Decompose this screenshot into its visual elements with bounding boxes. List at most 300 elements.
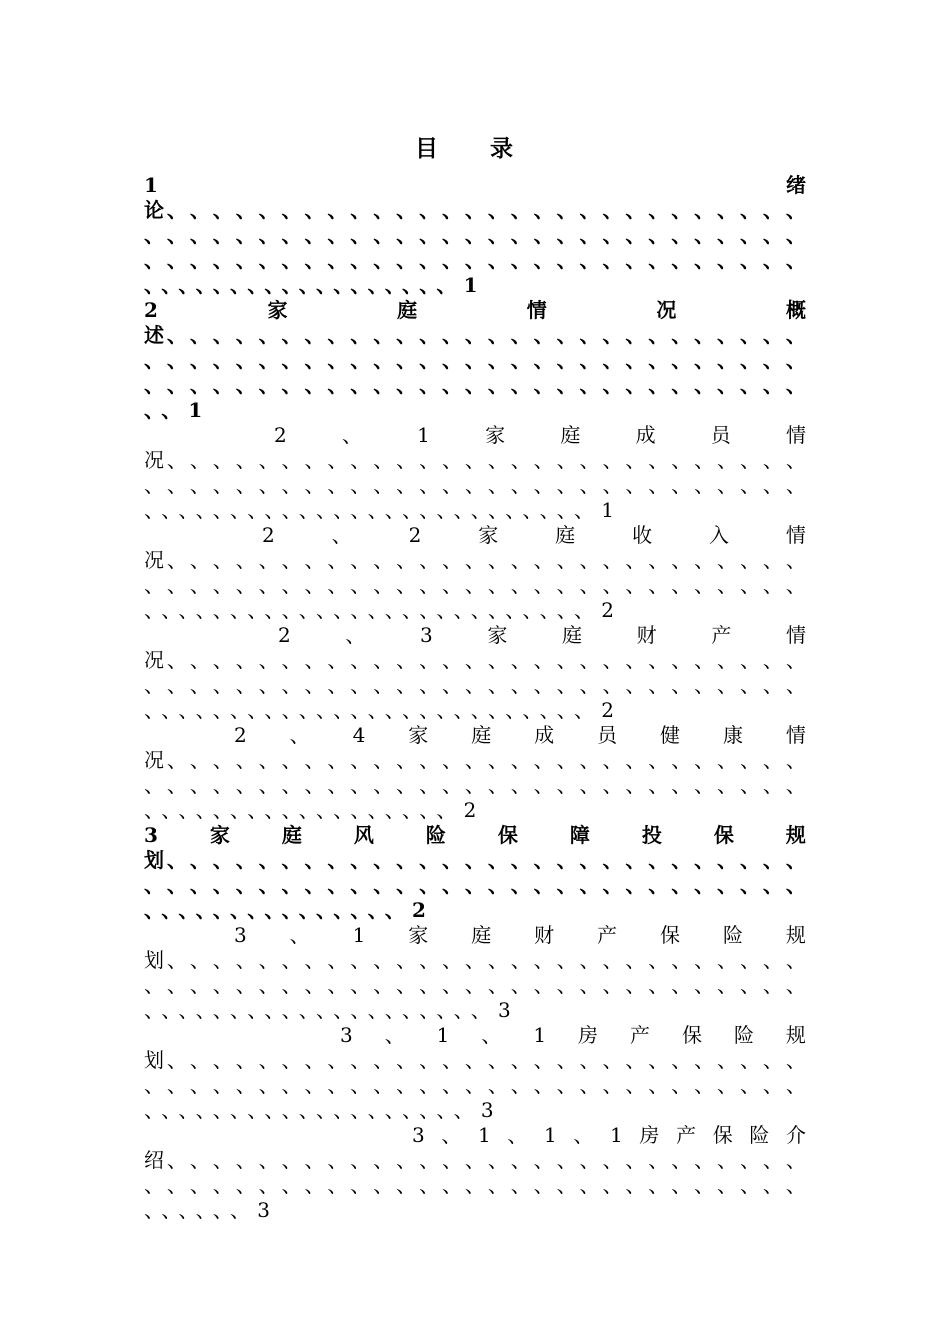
toc-entry-heading-char: 1 [352, 923, 366, 947]
leader-dot: 、 [327, 348, 348, 372]
toc-entry-heading-char: 况 [656, 298, 677, 322]
toc-entry-heading-line [144, 423, 806, 448]
leader-dot: 、 [648, 773, 669, 797]
toc-entry-page-number: 3 [257, 1198, 270, 1222]
leader-dot: 、 [579, 323, 600, 347]
toc-entry-heading-char: 风 [353, 823, 374, 847]
leader-dot: 、 [419, 848, 440, 872]
leader-dot: 、 [717, 248, 738, 272]
leader-dot: 、 [487, 548, 508, 572]
leader-dot: 、 [396, 848, 417, 872]
toc-entry-leader-line [144, 1048, 806, 1073]
leader-dot: 、 [166, 873, 187, 897]
leader-dot: 、 [762, 223, 783, 247]
leader-dot: 、 [441, 573, 462, 597]
leader-dot: 、 [510, 573, 531, 597]
leader-dot: 、 [694, 1073, 715, 1097]
leader-dot: 、 [625, 973, 646, 997]
toc-entry-heading-char: 4 [352, 723, 366, 747]
leader-dot: 、 [694, 1148, 715, 1172]
leader-dot: 、 [464, 848, 485, 872]
leader-dot: 、 [762, 673, 783, 697]
leader-dot: 、 [419, 1148, 440, 1172]
toc-entry-page-line [144, 498, 806, 523]
leader-dot: 、 [602, 1173, 623, 1197]
leader-dot: 、 [625, 1048, 646, 1072]
leader-dots: 、、、、、、、、、、、、、、、 [144, 898, 412, 922]
leader-dot: 、 [762, 648, 783, 672]
leader-dot: 、 [441, 548, 462, 572]
toc-entry-heading-char: 产 [597, 923, 618, 947]
toc-entry-heading-char: 述 [144, 323, 164, 347]
leader-dot: 、 [487, 873, 508, 897]
toc-entry[interactable] [144, 723, 806, 823]
leader-dot: 、 [579, 573, 600, 597]
leader-dot: 、 [373, 973, 394, 997]
toc-entry-heading-char: 1 [417, 423, 430, 447]
leader-dot: 、 [487, 948, 508, 972]
leader-dot: 、 [510, 648, 531, 672]
toc-entry-leader-line [144, 473, 806, 498]
leader-dot: 、 [441, 773, 462, 797]
leader-dot: 、 [235, 648, 256, 672]
leader-dot: 、 [694, 248, 715, 272]
toc-entry[interactable] [144, 298, 806, 423]
leader-dot: 、 [510, 223, 531, 247]
leader-dots: 、、、、、、、、、、、、、、、、、、 [144, 798, 464, 822]
leader-dot: 、 [304, 248, 325, 272]
toc-entry-heading-char: 产 [676, 1123, 697, 1147]
leader-dot: 、 [533, 773, 554, 797]
leader-dot: 、 [166, 248, 187, 272]
leader-dot: 、 [487, 748, 508, 772]
leader-dot: 、 [625, 198, 646, 222]
leader-dot: 、 [396, 323, 417, 347]
leader-dot: 、 [739, 198, 760, 222]
leader-dot: 、 [533, 248, 554, 272]
leader-dot: 、 [648, 648, 669, 672]
leader-dot: 、 [510, 873, 531, 897]
leader-dot: 、 [579, 673, 600, 697]
leader-dot: 、 [304, 748, 325, 772]
toc-entry-heading-char: 家 [408, 723, 429, 747]
leader-dot: 、 [212, 448, 233, 472]
toc-entry[interactable] [144, 423, 806, 523]
toc-entry[interactable] [144, 523, 806, 623]
leader-dot: 、 [510, 373, 531, 397]
leader-dot: 、 [785, 948, 806, 972]
leader-dot: 、 [258, 1173, 279, 1197]
leader-dot: 、 [602, 1073, 623, 1097]
toc-entry-heading-char: 、 [481, 1023, 502, 1047]
leader-dot: 、 [739, 373, 760, 397]
leader-dot: 、 [396, 948, 417, 972]
leader-dot: 、 [533, 473, 554, 497]
leader-dot: 、 [189, 1173, 210, 1197]
leader-dot: 、 [579, 973, 600, 997]
leader-dot: 、 [487, 1048, 508, 1072]
leader-dot: 、 [648, 973, 669, 997]
leader-dot: 、 [487, 248, 508, 272]
toc-entry-heading-char: 3 [412, 1123, 425, 1147]
leader-dot: 、 [487, 773, 508, 797]
leader-dot: 、 [166, 473, 187, 497]
leader-dot: 、 [694, 748, 715, 772]
leader-dot: 、 [258, 773, 279, 797]
leader-dot: 、 [419, 648, 440, 672]
toc-entry-heading-char: 划 [144, 948, 164, 972]
leader-dot: 、 [556, 448, 577, 472]
leader-dot: 、 [212, 248, 233, 272]
leader-dot: 、 [464, 373, 485, 397]
toc-entry-heading-char: 保 [660, 923, 681, 947]
leader-dot: 、 [396, 248, 417, 272]
leader-dot: 、 [212, 1148, 233, 1172]
leader-dot: 、 [419, 673, 440, 697]
toc-entry-leader-line [144, 1073, 806, 1098]
leader-dot: 、 [648, 948, 669, 972]
leader-dot: 、 [258, 1048, 279, 1072]
leader-dot: 、 [419, 348, 440, 372]
leader-dot: 、 [166, 348, 187, 372]
leader-dot: 、 [464, 223, 485, 247]
leader-dot: 、 [694, 873, 715, 897]
leader-dot: 、 [396, 573, 417, 597]
leader-dot: 、 [212, 948, 233, 972]
leader-dot: 、 [464, 473, 485, 497]
leader-dot: 、 [717, 1148, 738, 1172]
leader-dot: 、 [373, 873, 394, 897]
leader-dot: 、 [602, 348, 623, 372]
leader-dot: 、 [762, 373, 783, 397]
leader-dot: 、 [304, 848, 325, 872]
leader-dot: 、 [281, 248, 302, 272]
toc-entry-page-number: 3 [480, 1098, 494, 1122]
leader-dot: 、 [373, 773, 394, 797]
toc-entry[interactable] [144, 623, 806, 723]
leader-dot: 、 [327, 448, 348, 472]
leader-dot: 、 [717, 448, 738, 472]
leader-dot: 、 [717, 1173, 738, 1197]
leader-dot: 、 [350, 948, 371, 972]
leader-dot: 、 [556, 473, 577, 497]
toc-entry-leader-line [144, 673, 806, 698]
leader-dot: 、 [189, 973, 210, 997]
leader-dot: 、 [556, 1148, 577, 1172]
leader-dot: 、 [258, 1148, 279, 1172]
leader-dot: 、 [785, 873, 806, 897]
leader-dot: 、 [327, 773, 348, 797]
leader-dot: 、 [556, 973, 577, 997]
leader-dot: 、 [212, 748, 233, 772]
leader-dot: 、 [258, 548, 279, 572]
leader-dot: 、 [602, 373, 623, 397]
leader-dot: 、 [717, 848, 738, 872]
leader-dot: 、 [258, 1073, 279, 1097]
leader-dot: 、 [579, 1073, 600, 1097]
toc-entry-heading-char: 险 [749, 1123, 770, 1147]
toc-entry-heading-char: 房 [578, 1023, 599, 1047]
toc-entry-heading-char: 2 [278, 623, 291, 647]
leader-dot: 、 [166, 748, 187, 772]
leader-dot: 、 [166, 973, 187, 997]
leader-dot: 、 [281, 873, 302, 897]
leader-dot: 、 [235, 848, 256, 872]
leader-dot: 、 [212, 1048, 233, 1072]
leader-dot: 、 [648, 248, 669, 272]
leader-dot: 、 [350, 1148, 371, 1172]
leader-dot: 、 [441, 448, 462, 472]
leader-dots: 、、、、、、 [144, 1198, 258, 1222]
leader-dot: 、 [533, 873, 554, 897]
leader-dot: 、 [556, 948, 577, 972]
toc-entry-leader-line [144, 348, 806, 373]
toc-entry[interactable] [144, 173, 806, 298]
leader-dot: 、 [189, 223, 210, 247]
toc-entry-heading-char: 1 [533, 1023, 547, 1047]
toc-entry-heading-char: 2 [234, 723, 247, 747]
leader-dot: 、 [648, 1048, 669, 1072]
leader-dot: 、 [648, 748, 669, 772]
leader-dot: 、 [579, 848, 600, 872]
leader-dot: 、 [441, 323, 462, 347]
toc-entry-heading-char: 2 [262, 523, 275, 547]
leader-dot: 、 [717, 223, 738, 247]
leader-dot: 、 [373, 573, 394, 597]
leader-dot: 、 [373, 648, 394, 672]
toc-entry-heading-char: 情 [785, 523, 806, 547]
leader-dot: 、 [464, 773, 485, 797]
leader-dot: 、 [373, 1073, 394, 1097]
leader-dot: 、 [464, 1048, 485, 1072]
leader-dot: 、 [625, 673, 646, 697]
leader-dot: 、 [258, 673, 279, 697]
leader-dot: 、 [648, 223, 669, 247]
toc-entry-heading-char: 、 [289, 723, 310, 747]
toc-entry-heading-char: 情 [786, 423, 806, 447]
leader-dot: 、 [189, 773, 210, 797]
leader-dot: 、 [694, 548, 715, 572]
leader-dot: 、 [510, 248, 531, 272]
leader-dot: 、 [510, 1148, 531, 1172]
leader-dot: 、 [464, 948, 485, 972]
leader-dot: 、 [304, 348, 325, 372]
leader-dot: 、 [327, 248, 348, 272]
leader-dot: 、 [762, 448, 783, 472]
leader-dot: 、 [556, 748, 577, 772]
leader-dot: 、 [648, 448, 669, 472]
leader-dot: 、 [373, 848, 394, 872]
leader-dot: 、 [281, 548, 302, 572]
leader-dot: 、 [396, 873, 417, 897]
toc-entry-heading-char: 财 [534, 923, 555, 947]
leader-dots: 、、、、、、、、、、、、、、、、、、、、 [144, 998, 498, 1022]
leader-dot: 、 [396, 548, 417, 572]
leader-dot: 、 [785, 198, 806, 222]
leader-dot: 、 [373, 198, 394, 222]
toc-entry-heading-char: 3 [340, 1023, 353, 1047]
toc-entry-page-line [144, 273, 806, 298]
leader-dot: 、 [235, 673, 256, 697]
toc-entry-heading-char: 绪 [786, 173, 806, 197]
leader-dot: 、 [785, 548, 806, 572]
leader-dot: 、 [671, 1148, 692, 1172]
leader-dot: 、 [694, 473, 715, 497]
leader-dot: 、 [625, 573, 646, 597]
toc-entry[interactable] [144, 1123, 806, 1223]
leader-dot: 、 [304, 548, 325, 572]
leader-dot: 、 [510, 773, 531, 797]
leader-dot: 、 [464, 748, 485, 772]
leader-dot: 、 [189, 1148, 210, 1172]
toc-entry[interactable] [144, 1023, 806, 1123]
leader-dot: 、 [464, 1148, 485, 1172]
leader-dot: 、 [648, 873, 669, 897]
leader-dot: 、 [556, 323, 577, 347]
leader-dot: 、 [212, 348, 233, 372]
leader-dot: 、 [350, 773, 371, 797]
leader-dot: 、 [327, 848, 348, 872]
leader-dot: 、 [304, 198, 325, 222]
toc-entry-heading-char: 情 [785, 723, 806, 747]
leader-dot: 、 [235, 448, 256, 472]
leader-dot: 、 [189, 948, 210, 972]
leader-dot: 、 [235, 1048, 256, 1072]
leader-dot: 、 [694, 348, 715, 372]
leader-dot: 、 [327, 648, 348, 672]
leader-dot: 、 [785, 973, 806, 997]
toc-entry[interactable] [144, 923, 806, 1023]
leader-dot: 、 [556, 873, 577, 897]
leader-dot: 、 [258, 748, 279, 772]
leader-dot: 、 [739, 1148, 760, 1172]
toc-entry-heading-char: 、 [289, 923, 310, 947]
leader-dot: 、 [625, 948, 646, 972]
leader-dot: 、 [350, 673, 371, 697]
leader-dot: 、 [579, 1048, 600, 1072]
leader-dot: 、 [602, 548, 623, 572]
leader-dot: 、 [739, 573, 760, 597]
leader-dot: 、 [235, 223, 256, 247]
leader-dot: 、 [739, 323, 760, 347]
leader-dot: 、 [487, 323, 508, 347]
leader-dot: 、 [671, 373, 692, 397]
leader-dot: 、 [602, 1048, 623, 1072]
leader-dot: 、 [396, 223, 417, 247]
leader-dot: 、 [189, 848, 210, 872]
leader-dot: 、 [671, 873, 692, 897]
leader-dot: 、 [717, 1073, 738, 1097]
leader-dot: 、 [235, 1173, 256, 1197]
leader-dot: 、 [419, 548, 440, 572]
toc-entry-heading-char: 庭 [397, 298, 418, 322]
leader-dot: 、 [579, 1173, 600, 1197]
leader-dot: 、 [258, 473, 279, 497]
leader-dot: 、 [533, 348, 554, 372]
leader-dot: 、 [327, 548, 348, 572]
leader-dot: 、 [717, 573, 738, 597]
leader-dot: 、 [144, 973, 164, 997]
toc-entry[interactable] [144, 823, 806, 923]
toc-entry-heading-char: 家 [485, 423, 506, 447]
leader-dot: 、 [671, 948, 692, 972]
leader-dot: 、 [235, 748, 256, 772]
toc-entry-heading-char: 1 [436, 1023, 450, 1047]
leader-dot: 、 [717, 373, 738, 397]
leader-dot: 、 [671, 348, 692, 372]
leader-dot: 、 [671, 648, 692, 672]
toc-entry-heading-char: 1 [544, 1123, 557, 1147]
leader-dot: 、 [739, 773, 760, 797]
leader-dot: 、 [671, 573, 692, 597]
toc-title: 目 录 [414, 135, 535, 162]
toc-entry-leader-line [144, 373, 806, 398]
leader-dot: 、 [419, 373, 440, 397]
leader-dot: 、 [739, 348, 760, 372]
leader-dot: 、 [166, 648, 187, 672]
leader-dot: 、 [258, 973, 279, 997]
leader-dot: 、 [281, 748, 302, 772]
leader-dot: 、 [785, 473, 806, 497]
leader-dot: 、 [487, 1173, 508, 1197]
leader-dot: 、 [281, 373, 302, 397]
leader-dot: 、 [785, 748, 806, 772]
leader-dot: 、 [602, 748, 623, 772]
leader-dot: 、 [304, 773, 325, 797]
leader-dot: 、 [510, 323, 531, 347]
leader-dot: 、 [694, 1173, 715, 1197]
leader-dot: 、 [304, 223, 325, 247]
toc-entry-heading-char: 规 [785, 1023, 806, 1047]
leader-dot: 、 [556, 573, 577, 597]
leader-dot: 、 [419, 323, 440, 347]
leader-dot: 、 [189, 373, 210, 397]
leader-dot: 、 [144, 348, 164, 372]
leader-dot: 、 [579, 473, 600, 497]
leader-dot: 、 [327, 573, 348, 597]
leader-dots: 、、、、、、、、、、、、、、、、、、 [144, 273, 464, 297]
leader-dot: 、 [510, 1173, 531, 1197]
leader-dot: 、 [166, 198, 187, 222]
leader-dot: 、 [373, 548, 394, 572]
toc-entry-heading-char: 、 [345, 623, 366, 647]
leader-dot: 、 [602, 448, 623, 472]
leader-dot: 、 [396, 773, 417, 797]
leader-dot: 、 [739, 473, 760, 497]
leader-dot: 、 [419, 448, 440, 472]
leader-dot: 、 [419, 248, 440, 272]
leader-dot: 、 [441, 373, 462, 397]
leader-dot: 、 [304, 673, 325, 697]
leader-dot: 、 [396, 973, 417, 997]
toc-entry-heading-char: 收 [632, 523, 653, 547]
leader-dot: 、 [556, 773, 577, 797]
leader-dot: 、 [579, 873, 600, 897]
leader-dot: 、 [464, 1173, 485, 1197]
leader-dot: 、 [281, 1173, 302, 1197]
leader-dot: 、 [739, 673, 760, 697]
leader-dot: 、 [396, 1173, 417, 1197]
leader-dot: 、 [144, 373, 164, 397]
leader-dot: 、 [694, 198, 715, 222]
leader-dot: 、 [533, 323, 554, 347]
leader-dot: 、 [166, 323, 187, 347]
leader-dot: 、 [212, 973, 233, 997]
leader-dot: 、 [166, 848, 187, 872]
leader-dot: 、 [212, 648, 233, 672]
leader-dot: 、 [625, 323, 646, 347]
leader-dot: 、 [785, 1073, 806, 1097]
